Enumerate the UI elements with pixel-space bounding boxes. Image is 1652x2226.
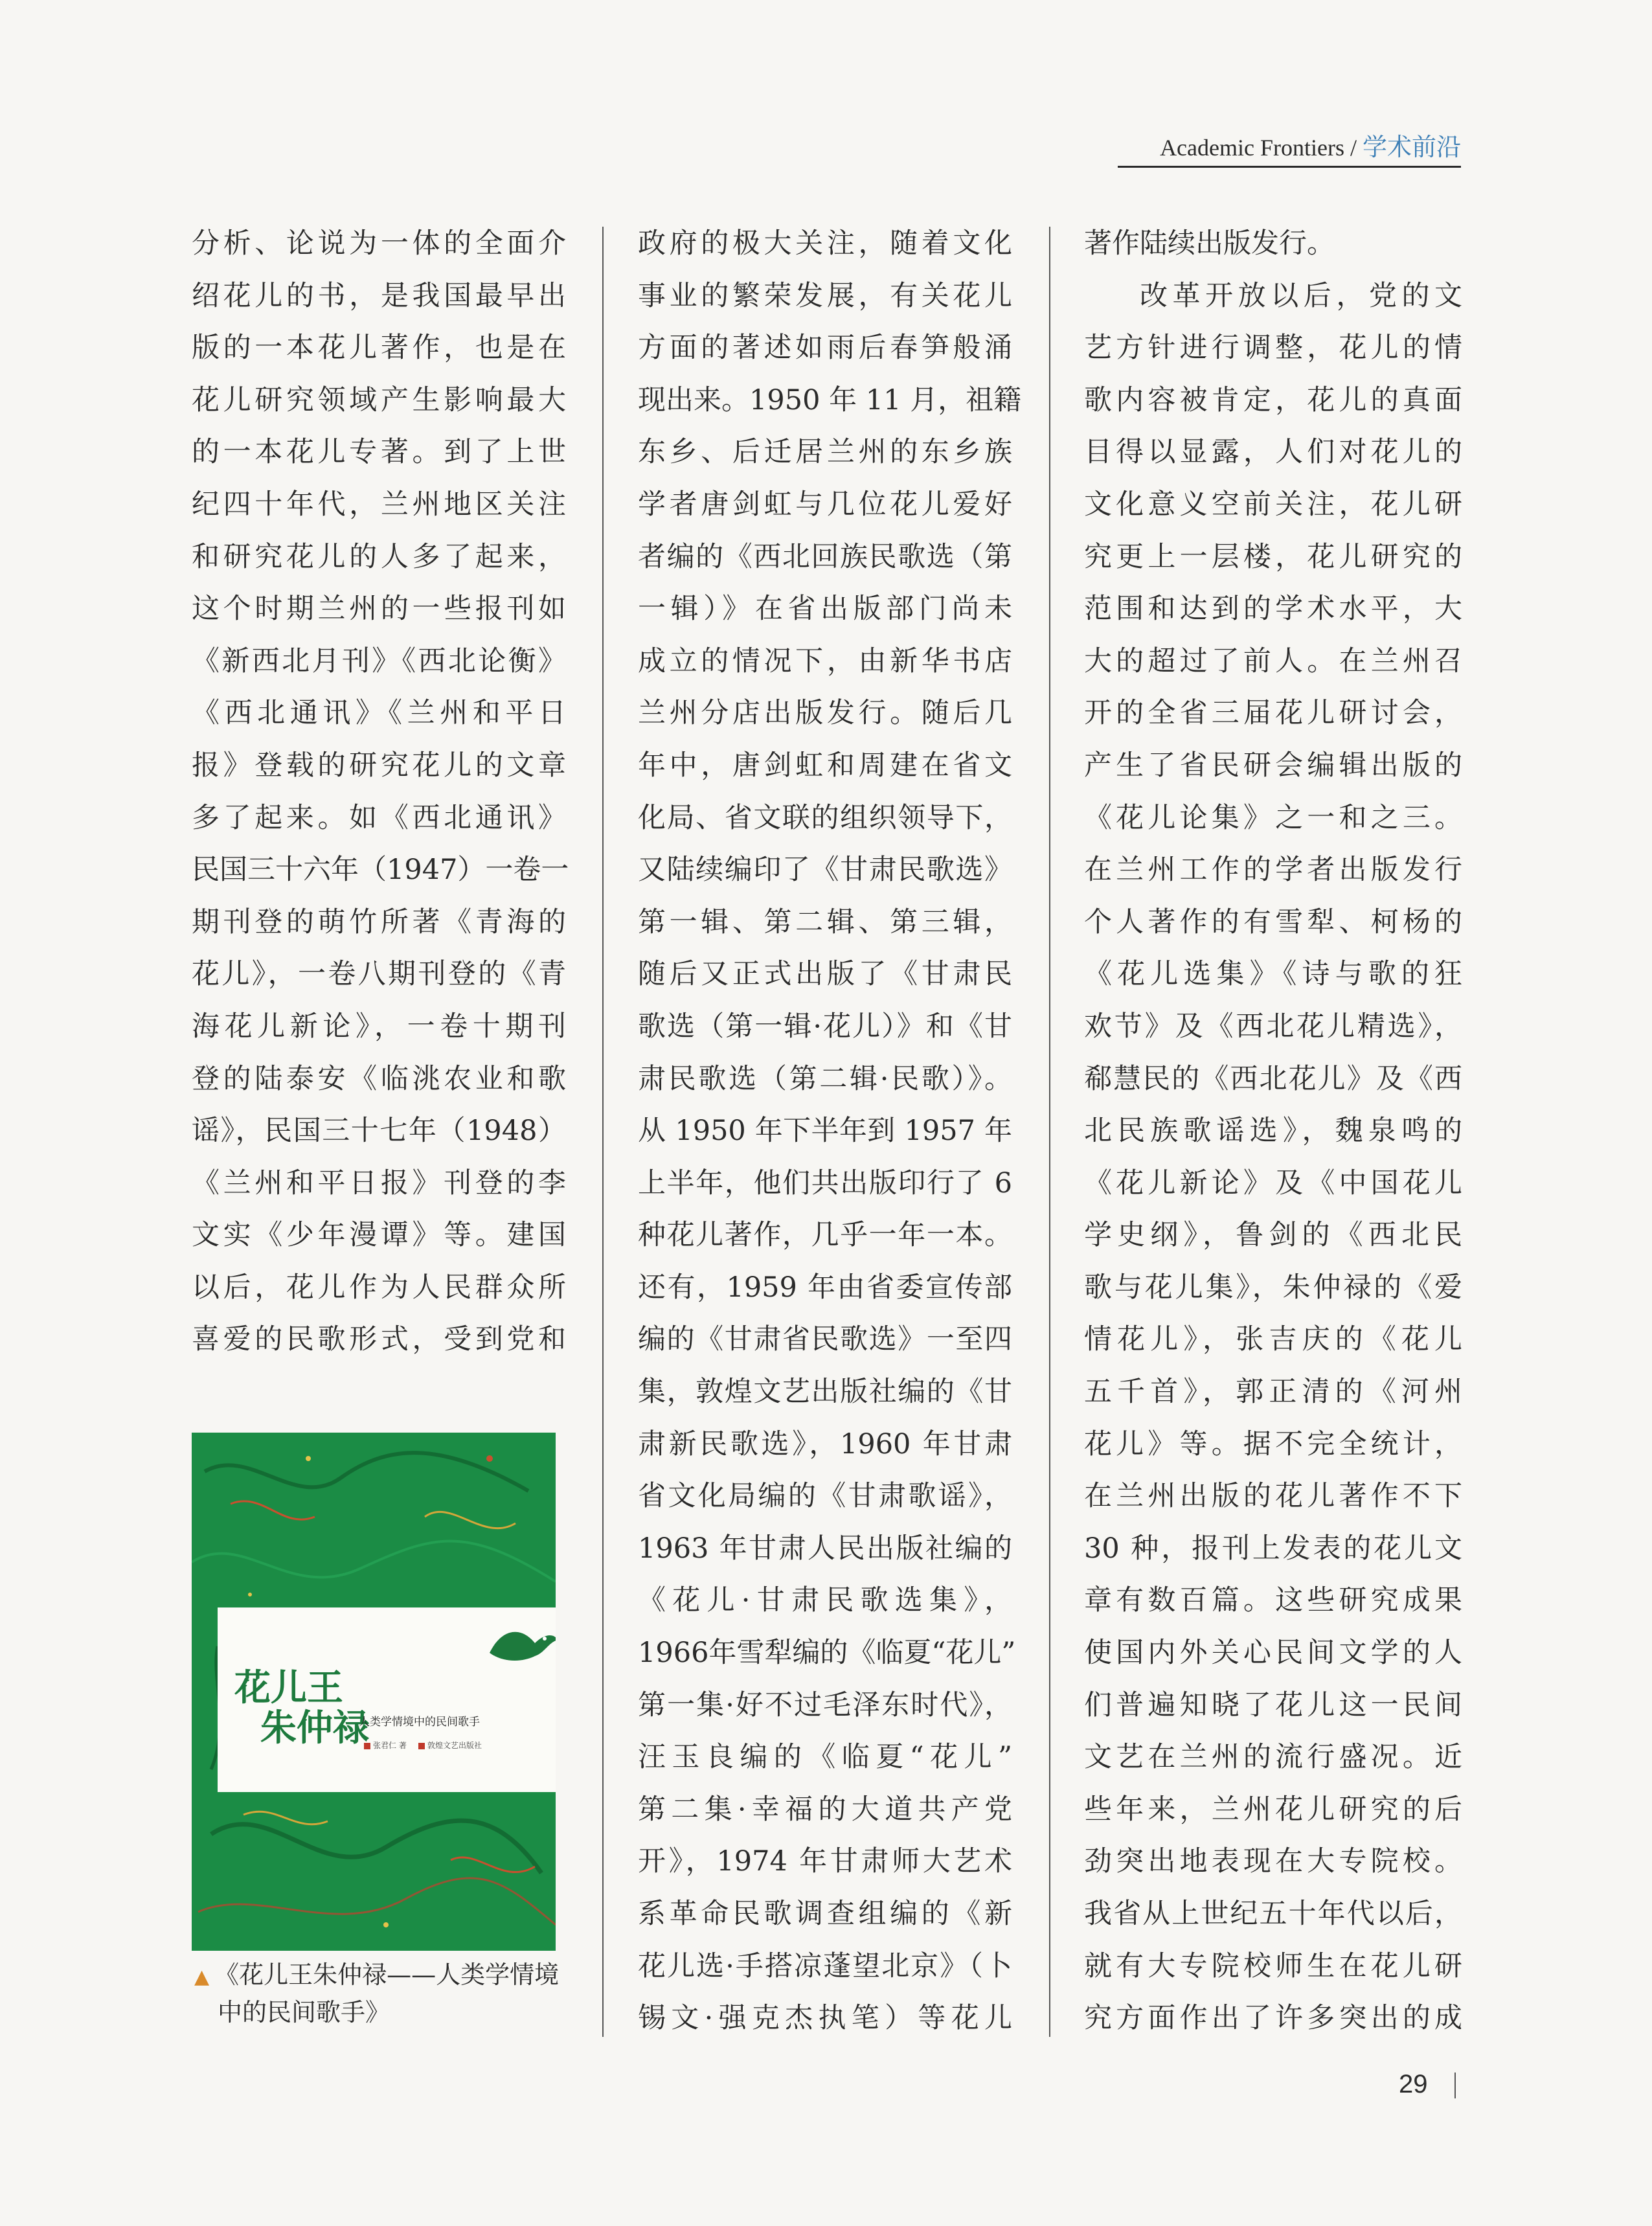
text-line: 目得以显露，人们对花儿的 [1084,436,1462,469]
text-line: 文艺在兰州的流行盛况。近 [1084,1741,1462,1774]
text-line: 分析、论说为一体的全面介 [192,227,566,260]
text-line: 随后又正式出版了《甘肃民 [638,958,1012,991]
text-line: 从 1950 年下半年到 1957 年 [638,1115,1012,1148]
text-line: 文化意义空前关注，花儿研 [1084,488,1462,521]
text-line: 使国内外关心民间文学的人 [1084,1637,1462,1670]
text-line: 究方面作出了许多突出的成 [1084,2002,1462,2035]
text-line: 《花儿新论》及《中国花儿 [1084,1166,1462,1199]
text-line: 学者唐剑虹与几位花儿爱好 [638,488,1012,521]
text-line: 就有大专院校师生在花儿研 [1084,1949,1462,1982]
text-line: 们普遍知晓了花儿这一民间 [1084,1688,1462,1721]
text-line: 省文化局编的《甘肃歌谣》， [638,1480,1012,1513]
text-line: 究更上一层楼，花儿研究的 [1084,540,1462,573]
cover-subtitle: 人类学情境中的民间歌手 [359,1716,480,1729]
text-line: 些年来，兰州花儿研究的后 [1084,1793,1462,1826]
text-line: 第二集·幸福的大道共产党 [638,1793,1012,1826]
text-line: 肃民歌选（第二辑·民歌）》。 [638,1062,1012,1095]
text-line: 1966年雪犁编的《临夏“花儿” [638,1637,1016,1670]
column-divider-2 [1049,227,1050,2037]
cover-title-line1: 花儿王 [234,1667,343,1709]
text-line: 大的超过了前人。在兰州召 [1084,644,1462,677]
text-line: 还有，1959 年由省委宣传部 [638,1271,1012,1304]
text-line: 艺方针进行调整，花儿的情 [1084,332,1462,365]
figure-caption [194,1957,576,2030]
text-line: 的一本花儿专著。到了上世 [192,436,566,469]
text-line: 化局、省文联的组织领导下， [638,801,1012,834]
text-line: 在兰州工作的学者出版发行 [1084,854,1462,887]
text-line: 《兰州和平日报》刊登的李 [192,1166,566,1199]
text-line: 年中，唐剑虹和周建在省文 [638,749,1012,782]
text-line: 政府的极大关注，随着文化 [638,227,1012,260]
text-column-2 [638,218,1022,2045]
caption-triangle-icon: ▲ [194,1966,210,1988]
text-line: 期刊登的萌竹所著《青海的 [192,905,566,938]
text-line: 《新西北月刊》《西北论衡》 [192,644,566,677]
text-line: 东乡、后迁居兰州的东乡族 [638,436,1012,469]
cover-title [234,1668,369,1749]
text-line: 劲突出地表现在大专院校。 [1084,1845,1462,1878]
text-line: 文实《少年漫谭》等。建国 [192,1219,566,1252]
text-line: 海花儿新论》，一卷十期刊 [192,1010,566,1043]
caption-line-1: 《花儿王朱仲禄——人类学情境 [214,1960,560,1989]
text-line: 一辑）》在省出版部门尚未 [638,593,1012,626]
text-line: 在兰州出版的花儿著作不下 [1084,1480,1462,1513]
text-line: 和研究花儿的人多了起来， [192,540,566,573]
text-line: 章有数百篇。这些研究成果 [1084,1584,1462,1617]
text-line: 事业的繁荣发展，有关花儿 [638,279,1012,312]
text-line: 民国三十六年（1947）一卷一 [192,854,569,887]
text-line: 花儿》等。据不完全统计， [1084,1427,1462,1460]
text-line: 花儿选·手搭凉蓬望北京》（卜 [638,1949,1012,1982]
text-line: 编的《甘肃省民歌选》一至四 [638,1323,1012,1356]
text-line: 第一辑、第二辑、第三辑， [638,905,1012,938]
text-line: 锡文·强克杰执笔）等花儿 [638,2002,1012,2035]
text-line: 现出来。1950 年 11 月，祖籍 [638,383,1022,416]
text-line: 谣》，民国三十七年（1948） [192,1115,566,1148]
text-line: 又陆续编印了《甘肃民歌选》 [638,854,1012,887]
text-line: 五千首》，郭正清的《河州 [1084,1376,1462,1409]
text-column-1 [192,218,569,1366]
text-line: 以后，花儿作为人民群众所 [192,1271,566,1304]
book-cover-image [192,1433,556,1951]
text-line: 情花儿》，张吉庆的《花儿 [1084,1323,1462,1356]
text-line: 报》登载的研究花儿的文章 [192,749,566,782]
text-line: 郗慧民的《西北花儿》及《西 [1084,1062,1462,1095]
text-line: 歌内容被肯定，花儿的真面 [1084,383,1462,416]
page-number-rule [1454,2073,1456,2098]
text-line: 系革命民歌调查组编的《新 [638,1898,1012,1930]
text-line: 欢节》及《西北花儿精选》， [1084,1010,1462,1043]
text-line: 著作陆续出版发行。 [1084,227,1335,260]
text-line: 花儿研究领域产生影响最大 [192,383,566,416]
text-line: 《花儿·甘肃民歌选集》， [638,1584,1012,1617]
text-line: 1963 年甘肃人民出版社编的 [638,1532,1012,1565]
text-line: 范围和达到的学术水平，大 [1084,593,1462,626]
text-line: 方面的著述如雨后春笋般涌 [638,332,1012,365]
text-line: 改革开放以后，党的文 [1140,279,1462,312]
cover-title-line2: 朱仲禄 [260,1707,369,1749]
text-line: 《花儿选集》《诗与歌的狂 [1084,958,1462,991]
text-line: 开》，1974 年甘肃师大艺术 [638,1845,1012,1878]
text-line: 者编的《西北回族民歌选（第 [638,540,1012,573]
text-line: 纪四十年代，兰州地区关注 [192,488,566,521]
text-column-3 [1084,218,1462,2045]
text-line: 北民族歌谣选》，魏泉鸣的 [1084,1115,1462,1148]
running-head-en: Academic Frontiers [1160,135,1344,161]
text-line: 个人著作的有雪犁、柯杨的 [1084,905,1462,938]
text-line: 肃新民歌选》，1960 年甘肃 [638,1427,1012,1460]
text-line: 登的陆泰安《临洮农业和歌 [192,1062,566,1095]
text-line: 30 种，报刊上发表的花儿文 [1084,1532,1462,1565]
text-line: 歌选（第一辑·花儿）》和《甘 [638,1010,1012,1043]
text-line: 学史纲》，鲁剑的《西北民 [1084,1219,1462,1252]
text-line: 歌与花儿集》，朱仲禄的《爱 [1084,1271,1462,1304]
running-head-zh: 学术前沿 [1362,133,1461,161]
text-line: 绍花儿的书，是我国最早出 [192,279,566,312]
page-number: 29 [1399,2070,1428,2098]
cover-author: 张君仁 著 [364,1740,407,1751]
caption-line-2: 中的民间歌手》 [218,1998,390,2027]
header-rule [1118,166,1461,168]
column-divider-1 [602,227,604,2037]
text-line: 上半年，他们共出版印行了 6 [638,1166,1012,1199]
text-line: 《花儿论集》之一和之三。 [1084,801,1462,834]
running-head [1118,127,1461,163]
text-line: 花儿》，一卷八期刊登的《青 [192,958,566,991]
text-line: 种花儿著作，几乎一年一本。 [638,1219,1012,1252]
text-line: 成立的情况下，由新华书店 [638,644,1012,677]
running-head-separator: / [1344,135,1363,161]
text-line: 多了起来。如《西北通讯》 [192,801,566,834]
text-line: 这个时期兰州的一些报刊如 [192,593,566,626]
text-line: 我省从上世纪五十年代以后， [1084,1898,1462,1930]
text-line: 兰州分店出版发行。随后几 [638,697,1012,730]
text-line: 汪玉良编的《临夏“花儿” [638,1741,1012,1774]
text-line: 集，敦煌文艺出版社编的《甘 [638,1376,1012,1409]
text-line: 版的一本花儿著作，也是在 [192,332,566,365]
cover-publisher: 敦煌文艺出版社 [418,1740,482,1751]
text-line: 第一集·好不过毛泽东时代》， [638,1688,1012,1721]
text-line: 《西北通讯》《兰州和平日 [192,697,566,730]
text-line: 产生了省民研会编辑出版的 [1084,749,1462,782]
text-line: 喜爱的民歌形式，受到党和 [192,1323,566,1356]
text-line: 开的全省三届花儿研讨会， [1084,697,1462,730]
bird-emblem-icon [483,1614,556,1672]
